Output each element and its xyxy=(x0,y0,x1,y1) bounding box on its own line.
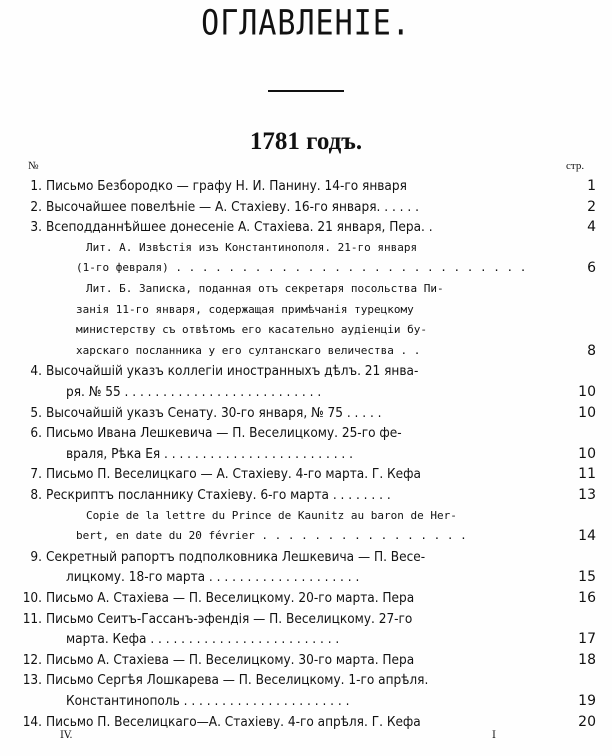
toc-entry-line xyxy=(0,691,612,711)
toc-entry-text: Секретный рапортъ подполковника Лешкевича — П. Весе- xyxy=(46,548,426,565)
toc-entry-text: лицкому. 18-го марта . . . . . . . . . . . . . . . . . . . . xyxy=(66,569,360,586)
toc-entry-page: 20 xyxy=(578,713,596,730)
toc-entry-number: 4. xyxy=(30,363,42,380)
toc-entry-line xyxy=(0,423,612,443)
toc-entry-page: 10 xyxy=(578,445,596,462)
toc-entry-line xyxy=(0,670,612,690)
toc-entry-page: 4 xyxy=(587,219,596,236)
toc-entry-text: враля, Рѣка Ея . . . . . . . . . . . . . . . . . . . . . . . . . xyxy=(66,445,354,462)
number-column-header: № xyxy=(28,160,39,172)
toc-entry-number: 14. xyxy=(22,713,42,730)
toc-entry-text: занія 11-го января, содержащая примѣчанія турецкому xyxy=(76,302,414,316)
toc-entry-number: 11. xyxy=(22,610,42,627)
toc-entry-page: 14 xyxy=(578,528,596,545)
toc-entry-text: марта. Кефа . . . . . . . . . . . . . . . . . . . . . . . . . xyxy=(66,631,340,648)
toc-entry-page: 1 xyxy=(587,178,596,194)
toc-entry-text: Рескриптъ посланнику Стахіеву. 6-го марта . . . . . . . . xyxy=(46,487,391,503)
toc-entry-page: 8 xyxy=(587,342,596,359)
toc-entry-line xyxy=(0,197,612,217)
toc-entry-number: 10. xyxy=(22,590,42,606)
year-heading: 1781 годъ. xyxy=(249,128,363,155)
toc-entry-line xyxy=(0,588,612,608)
toc-entry-number: 13. xyxy=(22,672,42,689)
toc-entry-text: Письмо Сеитъ-Гассанъ-эфендія — П. Веселицкому. 27-го xyxy=(46,610,413,627)
toc-entry-text: Высочайшій указъ Сенату. 30-го января, № 75 . . . . . xyxy=(46,404,382,421)
toc-entry-page: 17 xyxy=(578,631,596,648)
toc-entry-text: Письмо Сергѣя Лошкарева — П. Веселицкому. 1-го апрѣля. xyxy=(46,672,429,689)
toc-entry-line xyxy=(0,609,612,629)
toc-entry-line xyxy=(0,403,612,423)
toc-entry-number: 3. xyxy=(30,219,42,236)
toc-entry-text: Письмо А. Стахіева — П. Веселицкому. 20-го марта. Пера xyxy=(46,590,415,606)
toc-entry-text: Copie de la lettre du Prince de Kaunitz au baron de Her- xyxy=(86,508,457,522)
toc-entry-page: 16 xyxy=(578,590,596,606)
toc-entry-text: харскаго посланника у его султанскаго величества . . xyxy=(76,343,421,357)
toc-entry-text: Письмо А. Стахіева — П. Веселицкому. 30-го марта. Пера xyxy=(46,651,415,668)
toc-entry-page: 10 xyxy=(578,404,596,421)
toc-entry-text: bert, en date du 20 février . . . . . . . . . . . . . . . . xyxy=(76,529,467,543)
toc-entry-page: 2 xyxy=(587,198,596,215)
toc-entry-text: Письмо П. Веселицкаго—А. Стахіеву. 4-го апрѣля. Г. Кефа xyxy=(46,713,421,730)
toc-entry-line xyxy=(0,361,612,381)
toc-entry-line xyxy=(0,382,612,402)
page-title: ОГЛАВЛЕНІЕ. xyxy=(201,3,411,44)
toc-entry-text: (1-го февраля) . . . . . . . . . . . . . . . . . . . . . . . . . . . xyxy=(76,261,527,275)
toc-entry-text: Лит. А. Извѣстія изъ Константинополя. 21-го января xyxy=(86,240,418,254)
sheet-mark: I xyxy=(492,730,496,741)
toc-entry-page: 15 xyxy=(578,569,596,586)
toc-entry-text: Всеподданнѣйшее донесеніе А. Стахіева. 21 января, Пера. . xyxy=(46,219,433,236)
toc-entry-line xyxy=(0,526,612,546)
toc-entry-page: 18 xyxy=(578,651,596,668)
toc-entry-page: 6 xyxy=(587,260,596,277)
toc-entry-line xyxy=(0,547,612,567)
toc-entry-text: Высочайшій указъ коллегіи иностранныхъ дѣлъ. 21 янва- xyxy=(46,363,419,380)
toc-entry-line xyxy=(0,176,612,196)
toc-entry-line xyxy=(0,650,612,670)
toc-entry-page: 10 xyxy=(578,384,596,400)
toc-entry-number: 5. xyxy=(30,404,42,421)
toc-entry-number: 2. xyxy=(30,198,42,215)
toc-entry-line xyxy=(0,238,612,258)
toc-entry-line xyxy=(0,300,612,320)
toc-entry-line xyxy=(0,464,612,484)
toc-entry-number: 8. xyxy=(30,487,42,503)
toc-entry-text: ря. № 55 . . . . . . . . . . . . . . . . . . . . . . . . . . xyxy=(66,384,322,400)
toc-entry-text: Письмо Безбородко — графу Н. И. Панину. 14-го января xyxy=(46,178,407,194)
toc-entry-number: 6. xyxy=(30,425,42,442)
toc-entry-line xyxy=(0,279,612,299)
page-column-header: стр. xyxy=(566,160,585,172)
title-divider xyxy=(268,90,344,92)
toc-entry-text: Письмо Ивана Лешкевича — П. Веселицкому. 25-го фе- xyxy=(46,425,402,442)
toc-entry-text: министерству съ отвѣтомъ его касательно аудіенціи бу- xyxy=(76,323,427,337)
toc-entry-page: 19 xyxy=(578,693,596,709)
toc-entry-number: 12. xyxy=(22,651,42,668)
toc-entry-line xyxy=(0,258,612,278)
toc-entry-line xyxy=(0,341,612,361)
toc-entry-page: 13 xyxy=(578,487,596,503)
toc-entry-line xyxy=(0,320,612,340)
toc-entry-line xyxy=(0,444,612,464)
toc-entry-line xyxy=(0,567,612,587)
toc-entry-line xyxy=(0,217,612,237)
toc-entry-page: 11 xyxy=(578,466,596,483)
toc-entry-line xyxy=(0,712,612,732)
toc-entry-text: Лит. Б. Записка, поданная отъ секретаря посольства Пи- xyxy=(86,282,444,295)
signature-mark: IV. xyxy=(60,730,73,741)
toc-entry-line xyxy=(0,629,612,649)
toc-entry-number: 7. xyxy=(30,466,42,483)
toc-entry-text: Высочайшее повелѣніе — А. Стахіеву. 16-го января. . . . . . xyxy=(46,198,419,215)
toc-entry-number: 9. xyxy=(30,548,42,565)
toc-entry-line xyxy=(0,506,612,526)
toc-entry-number: 1. xyxy=(30,178,42,194)
toc-entry-line xyxy=(0,485,612,505)
toc-entry-text: Письмо П. Веселицкаго — А. Стахіеву. 4-го марта. Г. Кефа xyxy=(46,466,421,483)
toc-entry-text: Константинополь . . . . . . . . . . . . . . . . . . . . . . xyxy=(66,693,350,709)
